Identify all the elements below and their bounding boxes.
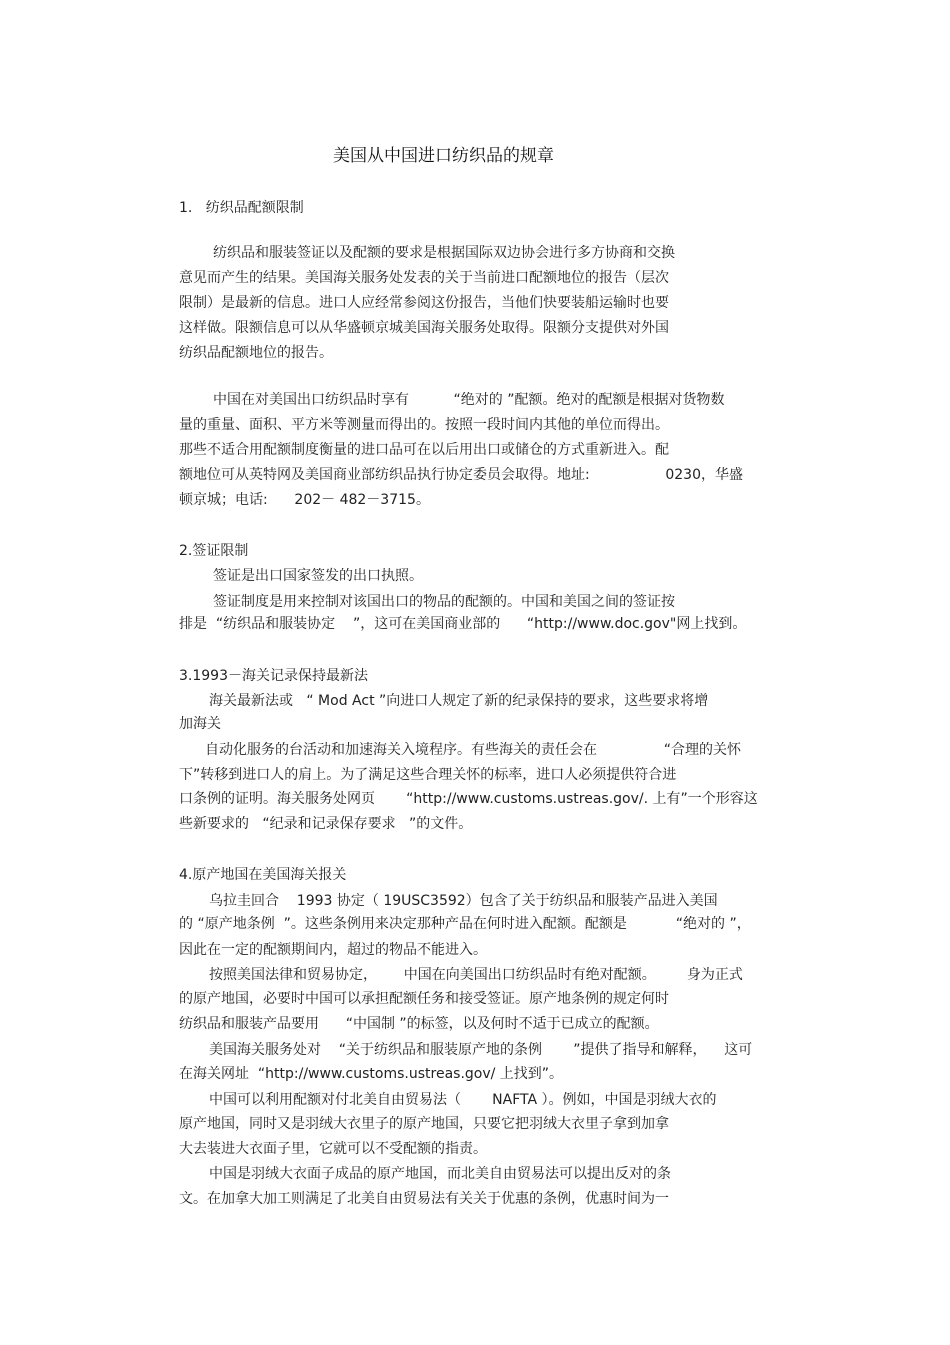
paragraph-line: 纺织品和服装签证以及配额的要求是根据国际双边协会进行多方协商和交换 bbox=[213, 245, 675, 261]
section-heading-1: 1. 纺织品配额限制 bbox=[179, 200, 304, 216]
paragraph-line: 加海关 bbox=[179, 716, 221, 732]
paragraph-line: 中国在对美国出口纺织品时享有 “绝对的 ”配额。绝对的配额是根据对货物数 bbox=[213, 392, 725, 408]
paragraph-line: 纺织品和服装产品要用 “中国制 ”的标签，以及何时不适于已成立的配额。 bbox=[179, 1016, 659, 1032]
paragraph-line: 纺织品配额地位的报告。 bbox=[179, 345, 333, 361]
paragraph-line: 大去装进大衣面子里，它就可以不受配额的指责。 bbox=[179, 1141, 487, 1157]
paragraph-line: 顿京城；电话: 202－ 482－3715。 bbox=[179, 492, 430, 508]
paragraph-line: 签证是出口国家签发的出口执照。 bbox=[213, 568, 423, 584]
paragraph-line: 文。在加拿大加工则满足了北美自由贸易法有关关于优惠的条例，优惠时间为一 bbox=[179, 1191, 669, 1207]
paragraph-line: 些新要求的 “纪录和记录保存要求 ”的文件。 bbox=[179, 816, 473, 832]
paragraph-line: 乌拉圭回合 1993 协定（ 19USC3592）包含了关于纺织品和服装产品进入美国 bbox=[209, 893, 718, 909]
paragraph-line: 中国可以利用配额对付北美自由贸易法（ NAFTA ）。例如，中国是羽绒大衣的 bbox=[209, 1092, 717, 1108]
paragraph-line: 在海关网址 “http://www.customs.ustreas.gov/ 上找到”。 bbox=[179, 1066, 564, 1082]
page-title: 美国从中国进口纺织品的规章 bbox=[333, 146, 554, 166]
paragraph-line: 按照美国法律和贸易协定， 中国在向美国出口纺织品时有绝对配额。 身为正式 bbox=[209, 967, 743, 983]
paragraph-line: 中国是羽绒大衣面子成品的原产地国，而北美自由贸易法可以提出反对的条 bbox=[209, 1166, 671, 1182]
paragraph-line: 的原产地国，必要时中国可以承担配额任务和接受签证。原产地条例的规定何时 bbox=[179, 991, 669, 1007]
paragraph-line: 下”转移到进口人的肩上。为了满足这些合理关怀的标率，进口人必须提供符合进 bbox=[179, 767, 677, 783]
paragraph-line: 量的重量、面积、平方米等测量而得出的。按照一段时间内其他的单位而得出。 bbox=[179, 417, 669, 433]
section-heading-2: 2.签证限制 bbox=[179, 543, 249, 559]
paragraph-line: 限制）是最新的信息。进口人应经常参阅这份报告，当他们快要装船运输时也要 bbox=[179, 295, 669, 311]
paragraph-line: 这样做。限额信息可以从华盛顿京城美国海关服务处取得。限额分支提供对外国 bbox=[179, 320, 669, 336]
paragraph-line: 自动化服务的台活动和加速海关入境程序。有些海关的责任会在 “合理的关怀 bbox=[205, 742, 742, 758]
paragraph-line: 排是 “纺织品和服装协定 ”，这可在美国商业部的 “http://www.doc.gov"网上找到。 bbox=[179, 616, 747, 632]
paragraph-line: 口条例的证明。海关服务处网页 “http://www.customs.ustreas.gov/. 上有”一个形容这 bbox=[179, 791, 758, 807]
paragraph-line: 额地位可从英特网及美国商业部纺织品执行协定委员会取得。地址: 0230，华盛 bbox=[179, 467, 743, 483]
paragraph-line: 那些不适合用配额制度衡量的进口品可在以后用出口或储仓的方式重新进入。配 bbox=[179, 442, 669, 458]
paragraph-line: 因此在一定的配额期间内，超过的物品不能进入。 bbox=[179, 942, 487, 958]
paragraph-line: 的 “原产地条例 ”。这些条例用来决定那种产品在何时进入配额。配额是 “绝对的 ”， bbox=[179, 916, 751, 932]
paragraph-line: 海关最新法或 “ Mod Act ”向进口人规定了新的纪录保持的要求，这些要求将增 bbox=[209, 693, 709, 709]
paragraph-line: 意见而产生的结果。美国海关服务处发表的关于当前进口配额地位的报告（层次 bbox=[179, 270, 669, 286]
paragraph-line: 美国海关服务处对 “关于纺织品和服装原产地的条例 ”提供了指导和解释， 这可 bbox=[209, 1042, 753, 1058]
section-heading-4: 4.原产地国在美国海关报关 bbox=[179, 867, 347, 883]
section-heading-3: 3.1993－海关记录保持最新法 bbox=[179, 668, 368, 684]
paragraph-line: 原产地国，同时又是羽绒大衣里子的原产地国，只要它把羽绒大衣里子拿到加拿 bbox=[179, 1116, 669, 1132]
paragraph-line: 签证制度是用来控制对该国出口的物品的配额的。中国和美国之间的签证按 bbox=[213, 594, 675, 610]
